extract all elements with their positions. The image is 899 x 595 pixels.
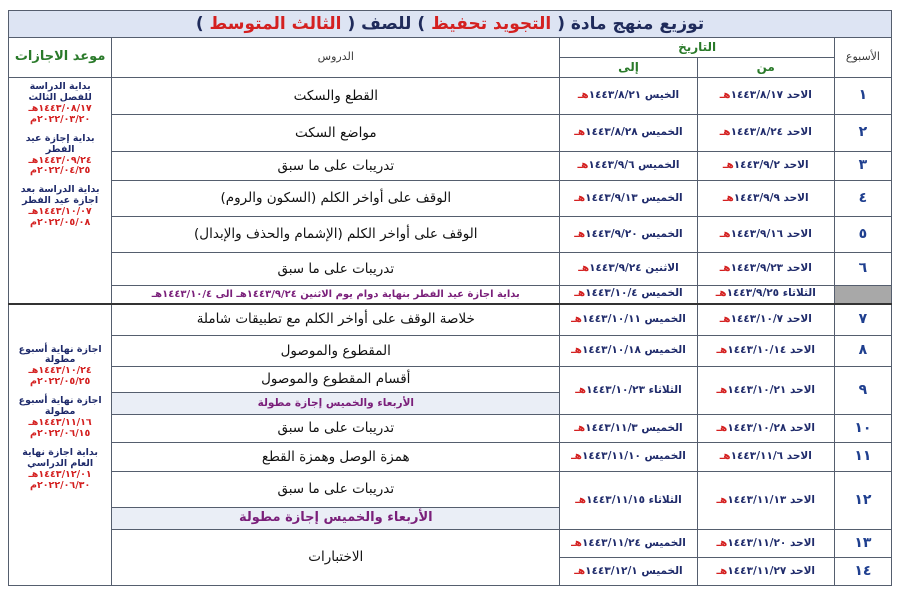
date-header: التاريخ — [560, 38, 835, 58]
week-number: ٤ — [834, 181, 891, 217]
holiday-notes-bottom — [9, 304, 112, 586]
holiday-note: بداية الدراسة للفصل الثالث ١٤٤٣/٠٨/١٧هـ ٢٠٢٢/٠٣/٢٠م — [28, 81, 92, 125]
holidays-header: موعد الاجازات — [9, 38, 112, 78]
date-to: الخميس ١٤٤٣/١١/١٠هـ — [560, 443, 697, 472]
week-number: ١٤ — [834, 558, 891, 586]
week-number: ٨ — [834, 336, 891, 367]
lesson-title: تدريبات على ما سبق — [112, 152, 560, 181]
date-to: الاثنين ١٤٤٣/٩/٢٤هـ — [560, 253, 697, 286]
title-grade: الثالث المتوسط — [209, 13, 342, 34]
date-to: الخميس ١٤٤٣/١١/٣هـ — [560, 415, 697, 443]
to-header: إلى — [560, 58, 697, 78]
lesson-title: مواضع السكت — [112, 115, 560, 152]
lesson-title: تدريبات على ما سبق — [112, 253, 560, 286]
lesson-title: القطع والسكت — [112, 78, 560, 115]
lesson-title: تدريبات على ما سبق — [112, 415, 560, 443]
week-number: ١٣ — [834, 530, 891, 558]
from-header: من — [697, 58, 834, 78]
date-to: الخميس ١٤٤٣/٩/١٣هـ — [560, 181, 697, 217]
long-weekend-note: الأربعاء والخميس إجازة مطولة — [112, 393, 560, 415]
lesson-title: أقسام المقطوع والموصول — [112, 367, 560, 393]
title-part3: ) — [195, 13, 204, 34]
week-header: الأسبوع — [834, 38, 891, 78]
date-from: الاحد ١٤٤٣/٨/١٧هـ — [697, 78, 834, 115]
lesson-title: المقطوع والموصول — [112, 336, 560, 367]
lesson-title: تدريبات على ما سبق — [112, 472, 560, 508]
date-from: الاحد ١٤٤٣/٨/٢٤هـ — [697, 115, 834, 152]
date-from: الاحد ١٤٤٣/٩/٢هـ — [697, 152, 834, 181]
date-to: الخميس ١٤٤٣/١١/٢٤هـ — [560, 530, 697, 558]
lesson-title: الاختبارات — [112, 530, 560, 586]
date-from: الاحد ١٤٤٣/١٠/٢١هـ — [697, 367, 834, 415]
date-to: الخميس ١٤٤٣/١٢/١هـ — [560, 558, 697, 586]
week-number: ٧ — [834, 304, 891, 336]
eid-from: الثلاثاء ١٤٤٣/٩/٢٥هـ — [697, 286, 834, 304]
lesson-title: خلاصة الوقف على أواخر الكلم مع تطبيقات شاملة — [112, 304, 560, 336]
date-from: الاحد ١٤٤٣/٩/١٦هـ — [697, 217, 834, 253]
week-number: ١١ — [834, 443, 891, 472]
date-to: الخيس ١٤٤٣/٨/٢١هـ — [560, 78, 697, 115]
lesson-title: الوقف على أواخر الكلم (الإشمام والحذف والإبدال) — [112, 217, 560, 253]
week-number: ١ — [834, 78, 891, 115]
holiday-note: بداية الدراسة بعد اجازة عيد الفطر ١٤٤٣/١٠/٠٧هـ ٢٠٢٢/٠٥/٠٨م — [20, 184, 100, 229]
eid-week-cell — [834, 286, 891, 304]
title-part2: ) للصف ( — [347, 13, 426, 34]
lessons-header: الدروس — [112, 38, 560, 78]
title-subject: التجويد تحفيظ — [431, 13, 552, 34]
week-number: ٢ — [834, 115, 891, 152]
date-to: الثلاثاء ١٤٤٣/١٠/٢٣هـ — [560, 367, 697, 415]
lesson-title: همزة الوصل وهمزة القطع — [112, 443, 560, 472]
date-from: الاحد ١٤٤٣/٩/٢٣هـ — [697, 253, 834, 286]
eid-vacation-note: بداية اجازة عيد الفطر بنهاية دوام يوم الاثنين ١٤٤٣/٩/٢٤هـ الى ١٤٤٣/١٠/٤هـ — [112, 286, 560, 304]
eid-to: الخميس ١٤٤٣/١٠/٤هـ — [560, 286, 697, 304]
date-from: الاحد ١٤٤٣/١٠/١٤هـ — [697, 336, 834, 367]
lesson-title: الوقف على أواخر الكلم (السكون والروم) — [112, 181, 560, 217]
week-number: ٥ — [834, 217, 891, 253]
date-from: الاحد ١٤٤٣/١١/١٣هـ — [697, 472, 834, 530]
week-number: ٩ — [834, 367, 891, 415]
date-from: الاحد ١٤٤٣/١١/٢٧هـ — [697, 558, 834, 586]
week-number: ١٠ — [834, 415, 891, 443]
holiday-note: بداية إجازة عيد الفطر ١٤٤٣/٠٩/٢٤هـ ٢٠٢٢/٠٤/٢٥م — [25, 132, 95, 177]
date-from: الاحد ١٤٤٣/١٠/٢٨هـ — [697, 415, 834, 443]
date-from: الاحد ١٤٤٣/٩/٩هـ — [697, 181, 834, 217]
date-to: الخميس ١٤٤٣/٩/٦هـ — [560, 152, 697, 181]
week-number: ٦ — [834, 253, 891, 286]
date-to: الخميس ١٤٤٣/١٠/١١هـ — [560, 304, 697, 336]
title-part1: توزيع منهج مادة ( — [557, 13, 705, 34]
date-from: الاحد ١٤٤٣/١١/٦هـ — [697, 443, 834, 472]
date-from: الاحد ١٤٤٣/١٠/٧هـ — [697, 304, 834, 336]
page-title — [9, 11, 892, 38]
date-to: الثلاثاء ١٤٤٣/١١/١٥هـ — [560, 472, 697, 530]
holiday-note: بداية اجازة نهاية العام الدراسي ١٤٤٣/١٢/٠١هـ ٢٠٢٢/٠٦/٣٠م — [22, 446, 98, 491]
curriculum-table — [8, 10, 892, 586]
date-to: الخميس ١٤٤٣/٨/٢٨هـ — [560, 115, 697, 152]
long-weekend-note: الأربعاء والخميس إجازة مطولة — [112, 508, 560, 530]
date-to: الخميس ١٤٤٣/١٠/١٨هـ — [560, 336, 697, 367]
date-from: الاحد ١٤٤٣/١١/٢٠هـ — [697, 530, 834, 558]
week-number: ٣ — [834, 152, 891, 181]
holiday-note: اجازة نهاية أسبوع مطولة ١٤٤٣/١١/١٦هـ ٢٠٢٢/٠٦/١٥م — [18, 395, 102, 439]
holiday-note: اجازة نهاية أسبوع مطولة ١٤٤٣/١٠/٢٤هـ ٢٠٢٢/٠٥/٢٥م — [18, 343, 102, 388]
date-to: الخميس ١٤٤٣/٩/٢٠هـ — [560, 217, 697, 253]
week-number: ١٢ — [834, 472, 891, 530]
holiday-notes-top — [9, 78, 112, 304]
